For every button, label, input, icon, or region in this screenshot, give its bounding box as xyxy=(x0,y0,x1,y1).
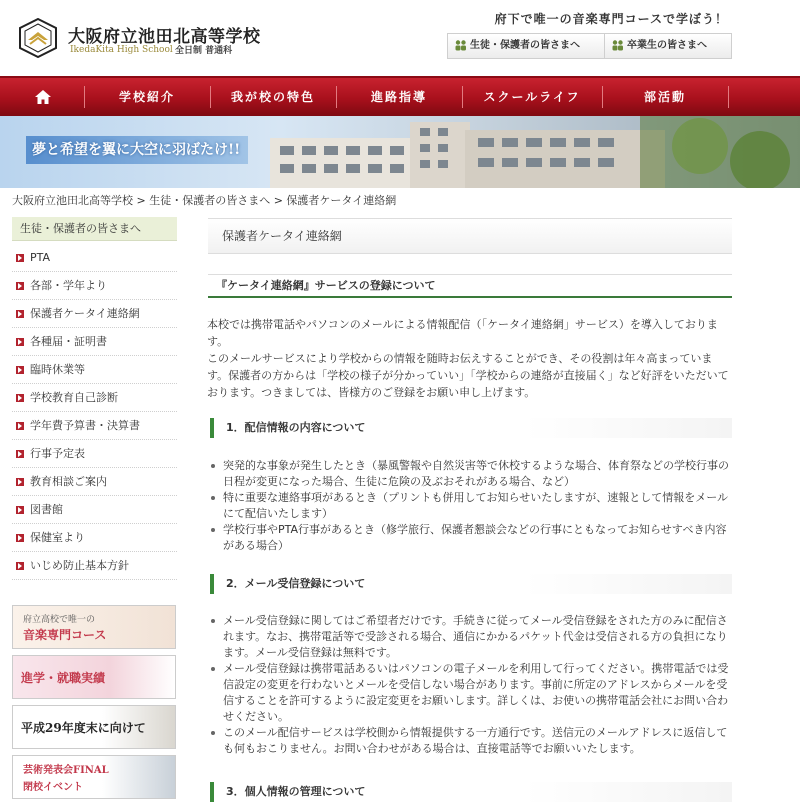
year-end-banner-label: 平成29年度末に向けて xyxy=(21,721,146,735)
sidebar-item-health-room[interactable] xyxy=(12,524,177,552)
list-item-text: 突発的な事象が発生したとき（暴風警報や自然災害等で休校するような場合、体育祭などの学校行事の日程が変更になった場合、生徒に危険の及ぶおそれがある場合、など） xyxy=(223,459,729,488)
sidebar-item-label: いじめ防止基本方針 xyxy=(30,559,129,572)
music-course-banner[interactable] xyxy=(12,605,176,649)
sidebar-item-anti-bullying[interactable] xyxy=(12,552,177,580)
tagline: 府下で唯一の音楽専門コースで学ぼう！ xyxy=(494,12,728,26)
site-header xyxy=(0,0,800,76)
sidebar-item-label: 行事予定表 xyxy=(30,447,85,460)
students-parents-label: 生徒・保護者の皆さまへ xyxy=(470,40,580,51)
sidebar-item-label: 保護者ケータイ連絡網 xyxy=(30,307,140,320)
year-end-banner[interactable] xyxy=(12,705,176,749)
school-course: 全日制 普通科 xyxy=(175,46,233,56)
sidebar-item-label: 学校教育自己診断 xyxy=(30,391,118,404)
arrow-right-icon xyxy=(16,310,24,318)
people-icon xyxy=(611,39,624,52)
career-banner-label: 進学・就職実績 xyxy=(21,671,106,685)
sidebar-item-label: PTA xyxy=(30,251,51,264)
nav-item-school-life[interactable]: スクールライフ xyxy=(483,90,581,104)
list-item xyxy=(207,661,734,725)
sidebar-item-label: 教育相談ご案内 xyxy=(30,475,107,488)
music-banner-line1: 府立高校で唯一の xyxy=(23,615,96,625)
heading-privacy: 3．個人情報の管理について xyxy=(210,782,732,802)
list-item-text: メール受信登録に関してはご希望者だけです。手続きに従ってメール受信登録をされた方のみに配信されます。なお、携帯電話等で受診される場合、通信にかかるパケット代金は受信される方の負担になります。メール受信登録は無料です。 xyxy=(223,614,728,659)
mail-registration-list xyxy=(207,613,734,757)
page-title: 保護者ケータイ連絡網 xyxy=(208,218,732,254)
hero-banner xyxy=(0,116,800,188)
arrow-right-icon xyxy=(16,562,24,570)
arrow-right-icon xyxy=(16,478,24,486)
sidebar-menu xyxy=(12,244,177,580)
intro-text xyxy=(207,316,733,401)
alumni-button[interactable] xyxy=(604,33,732,59)
arrow-right-icon xyxy=(16,338,24,346)
list-item xyxy=(207,613,734,661)
bullet-icon xyxy=(211,528,215,532)
bullet-icon xyxy=(211,667,215,671)
students-parents-button[interactable] xyxy=(447,33,605,59)
arrow-right-icon xyxy=(16,254,24,262)
arrow-right-icon xyxy=(16,366,24,374)
list-item-text: 特に重要な連絡事項があるとき（プリントも併用してお知らせいたしますが、速報として情報をメールにて配信いたします） xyxy=(223,491,729,520)
sidebar-item-library[interactable] xyxy=(12,496,177,524)
list-item xyxy=(207,725,734,757)
bullet-icon xyxy=(211,731,215,735)
sidebar-item-counseling[interactable] xyxy=(12,468,177,496)
list-item xyxy=(207,458,734,490)
delivery-content-list xyxy=(207,458,734,554)
arrow-right-icon xyxy=(16,422,24,430)
list-item-text: メール受信登録は携帯電話あるいはパソコンの電子メールを利用して行ってください。携帯電話では受信設定の変更を行わないとメールを受信しない場合があります。事前に所定のアドレスからメールを受信することを許可するように設定変更をお願いします。詳しくは、お使いの携帯電話会社にお問い合わせください。 xyxy=(223,662,729,723)
sidebar-item-keitai-renrakumo[interactable] xyxy=(12,300,177,328)
section-title: 『ケータイ連絡網』サービスの登録について xyxy=(208,274,732,298)
art-festival-banner[interactable] xyxy=(12,755,176,799)
sidebar-item-label: 各部・学年より xyxy=(30,279,107,292)
sidebar-item-budget[interactable] xyxy=(12,412,177,440)
sidebar-item-closures[interactable] xyxy=(12,356,177,384)
sidebar-item-label: 学年費予算書・決算書 xyxy=(30,419,140,432)
list-item-text: 学校行事やPTA行事があるとき（修学旅行、保護者懇談会などの行事にともなってお知らせすべき内容がある場合） xyxy=(223,523,727,552)
bullet-icon xyxy=(211,496,215,500)
list-item-text: このメール配信サービスは学校側から情報提供する一方通行です。送信元のメールアドレスに返信しても何もおこりません。お問い合わせがある場合は、直接電話等でお願いいたします。 xyxy=(223,726,728,755)
global-nav xyxy=(0,76,800,116)
sidebar-item-label: 各種届・証明書 xyxy=(30,335,107,348)
career-results-banner[interactable] xyxy=(12,655,176,699)
home-icon[interactable] xyxy=(35,90,51,104)
sidebar-item-label: 図書館 xyxy=(30,503,63,516)
arrow-right-icon xyxy=(16,450,24,458)
art-banner-line1: 芸術発表会FINAL xyxy=(23,765,109,776)
list-item xyxy=(207,490,734,522)
sidebar-item-label: 臨時休業等 xyxy=(30,363,85,376)
nav-item-school-intro[interactable]: 学校紹介 xyxy=(118,90,175,104)
arrow-right-icon xyxy=(16,282,24,290)
nav-item-club[interactable]: 部活動 xyxy=(643,90,686,104)
intro-paragraph: このメールサービスにより学校からの情報を随時お伝えすることができ、その役割は年々高まっています。保護者の方からは「学校の様子が分かっていい」「学校からの連絡が直接届く」など好評をいただいております。つきましては、皆様方のご登録をお願い申し上げます。 xyxy=(207,352,729,399)
nav-separator xyxy=(728,86,729,108)
banner-slogan: 夢と希望を翼に大空に羽ばたけ!! xyxy=(26,136,248,164)
arrow-right-icon xyxy=(16,534,24,542)
alumni-label: 卒業生の皆さまへ xyxy=(627,40,707,51)
list-item xyxy=(207,522,734,554)
school-emblem-icon[interactable] xyxy=(18,18,58,58)
sidebar-title[interactable]: 生徒・保護者の皆さまへ xyxy=(12,217,177,241)
sidebar-item-clubs-grades[interactable] xyxy=(12,272,177,300)
breadcrumb[interactable]: 大阪府立池田北高等学校 > 生徒・保護者の皆さまへ > 保護者ケータイ連絡網 xyxy=(12,194,397,207)
arrow-right-icon xyxy=(16,506,24,514)
intro-paragraph: 本校では携帯電話やパソコンのメールによる情報配信（「ケータイ連絡網」サービス）を導入しております。 xyxy=(207,318,718,348)
school-name[interactable]: 大阪府立池田北高等学校 xyxy=(68,27,261,47)
bullet-icon xyxy=(211,619,215,623)
sidebar-item-schedule[interactable] xyxy=(12,440,177,468)
sidebar-item-pta[interactable] xyxy=(12,244,177,272)
sidebar-item-forms[interactable] xyxy=(12,328,177,356)
people-icon xyxy=(454,39,467,52)
bullet-icon xyxy=(211,464,215,468)
nav-item-career[interactable]: 進路指導 xyxy=(370,90,427,104)
music-banner-line2: 音楽専門コース xyxy=(23,628,107,642)
arrow-right-icon xyxy=(16,394,24,402)
nav-item-features[interactable]: 我が校の特色 xyxy=(230,90,315,104)
art-banner-line2: 閉校イベント xyxy=(23,782,83,793)
sidebar-item-label: 保健室より xyxy=(30,531,85,544)
heading-delivery-content: 1．配信情報の内容について xyxy=(210,418,732,438)
sidebar-item-self-assessment[interactable] xyxy=(12,384,177,412)
school-name-en: IkedaKita High School xyxy=(70,45,173,55)
heading-mail-registration: 2．メール受信登録について xyxy=(210,574,732,594)
